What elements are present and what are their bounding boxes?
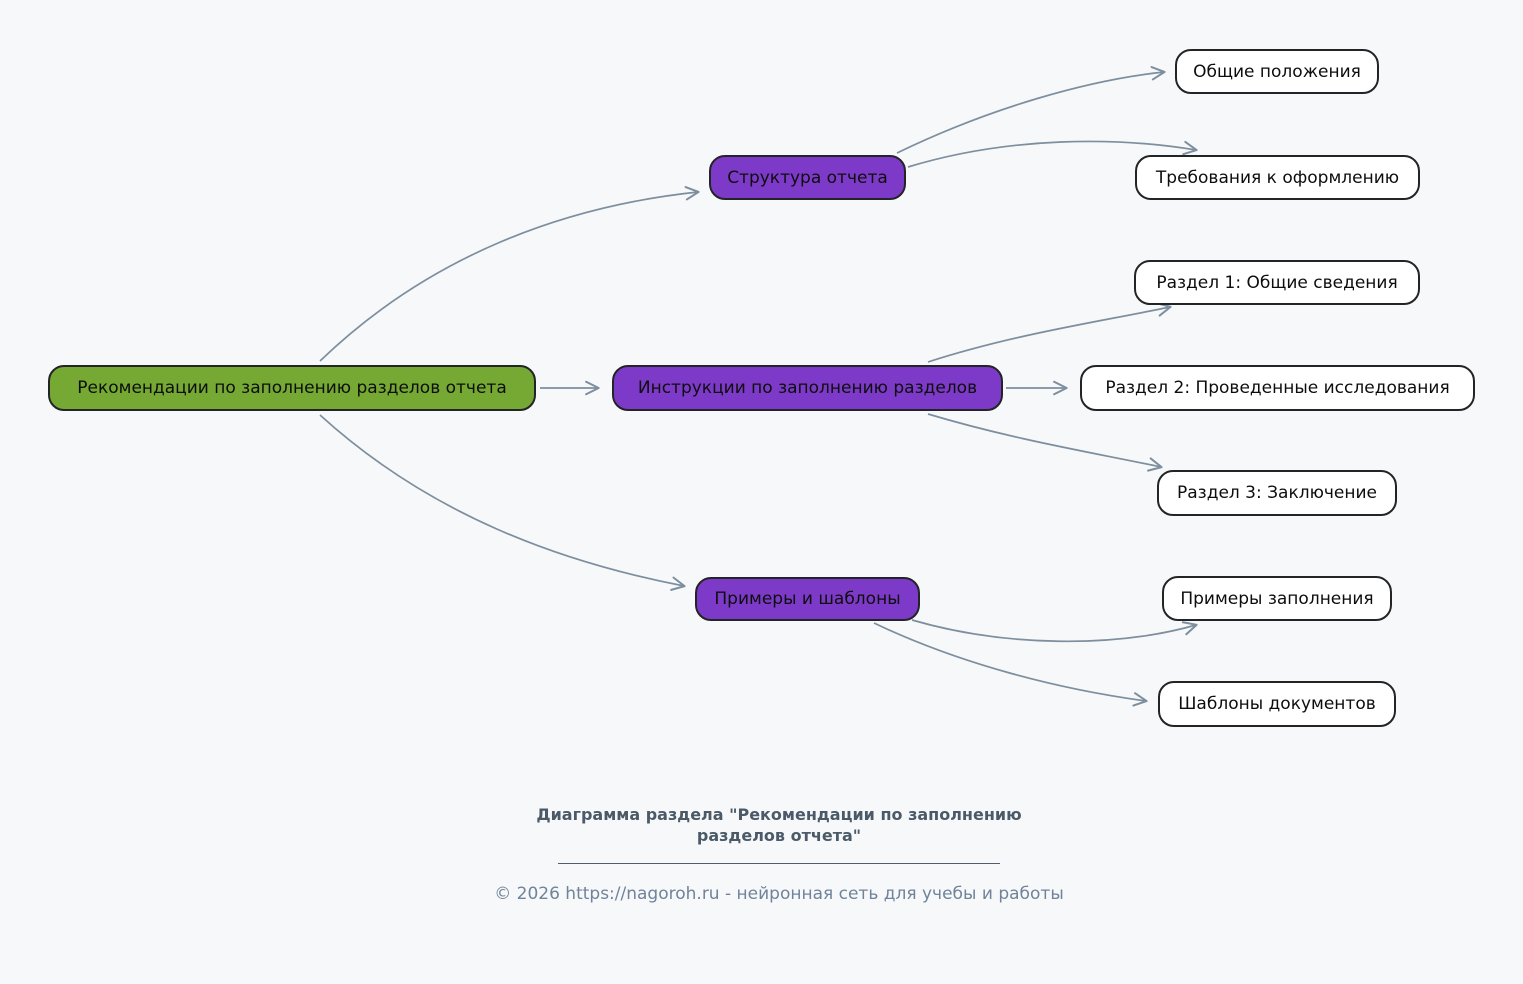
node-structure: Структура отчета	[709, 155, 906, 200]
edge-root-structure	[320, 192, 698, 361]
edge-instructions-section1	[928, 307, 1170, 362]
node-root: Рекомендации по заполнению разделов отчета	[48, 365, 536, 411]
node-formatting-requirements: Требования к оформлению	[1135, 155, 1420, 200]
edge-structure-general-provisions	[897, 72, 1164, 153]
node-general-provisions: Общие положения	[1175, 49, 1379, 94]
node-section2: Раздел 2: Проведенные исследования	[1080, 365, 1475, 411]
footer-divider	[558, 863, 1000, 864]
node-instructions: Инструкции по заполнению разделов	[612, 365, 1003, 411]
edge-instructions-section3	[928, 414, 1161, 467]
edge-examples-document-templates	[874, 623, 1146, 701]
node-section1: Раздел 1: Общие сведения	[1134, 260, 1420, 305]
edge-root-examples	[320, 415, 684, 586]
node-examples: Примеры и шаблоны	[695, 577, 920, 621]
node-document-templates: Шаблоны документов	[1158, 681, 1396, 727]
footer-title: Диаграмма раздела "Рекомендации по заполнению разделов отчета"	[536, 805, 1022, 845]
node-section3: Раздел 3: Заключение	[1157, 470, 1397, 516]
node-filling-examples: Примеры заполнения	[1162, 576, 1392, 621]
edge-examples-filling-examples	[912, 620, 1196, 641]
footer-copyright: © 2026 https://nagoroh.ru - нейронная сеть для учебы и работы	[494, 883, 1064, 904]
footer	[0, 805, 1523, 904]
